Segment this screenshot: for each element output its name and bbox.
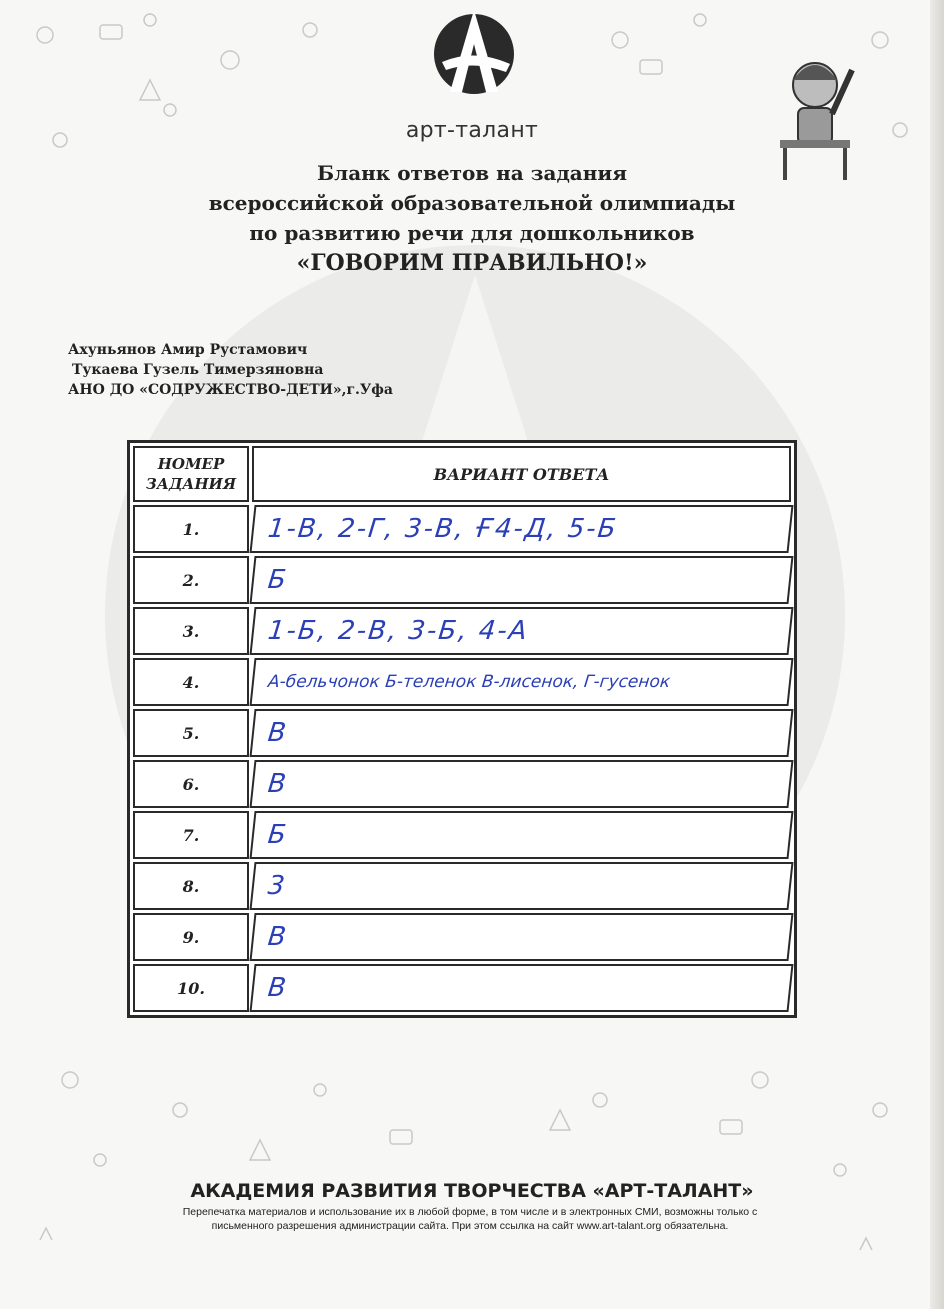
table-row bbox=[133, 964, 791, 1012]
footer-note bbox=[90, 1205, 850, 1233]
footer-note-line-2: письменного разрешения администрации сайта. При этом ссылка на сайт www.art-talant.org обязательна. bbox=[211, 1220, 729, 1232]
teacher-name: Тукаева Гузель Тимерзяновна bbox=[72, 362, 324, 378]
title-line-1: Бланк ответов на задания bbox=[317, 161, 627, 185]
answers-table bbox=[127, 440, 797, 1018]
authors-block bbox=[68, 340, 393, 400]
answer-cell: 1-В, 2-Г, 3-В, Ғ4-Д, 5-Б bbox=[249, 505, 793, 553]
answer-cell: А-бельчонок Б-теленок В-лисенок, Г-гусенок bbox=[249, 658, 793, 706]
table-row bbox=[133, 760, 791, 808]
student-name: Ахуньянов Амир Рустамович bbox=[68, 342, 308, 358]
task-number: 1. bbox=[133, 505, 249, 553]
task-number: 9. bbox=[133, 913, 249, 961]
task-number: 4. bbox=[133, 658, 249, 706]
answer-cell: 1-Б, 2-В, 3-Б, 4-А bbox=[249, 607, 793, 655]
title-block bbox=[0, 158, 944, 278]
brand-name: арт-талант bbox=[405, 118, 539, 143]
table-row bbox=[133, 811, 791, 859]
table-row bbox=[133, 505, 791, 553]
header-answer: ВАРИАНТ ОТВЕТА bbox=[252, 446, 791, 502]
table-row bbox=[133, 556, 791, 604]
answer-cell: В bbox=[249, 964, 793, 1012]
footer-title: АКАДЕМИЯ РАЗВИТИЯ ТВОРЧЕСТВА «АРТ-ТАЛАНТ» bbox=[190, 1180, 754, 1202]
header-number: НОМЕР ЗАДАНИЯ bbox=[133, 446, 249, 502]
task-number: 2. bbox=[133, 556, 249, 604]
answer-cell: В bbox=[249, 913, 793, 961]
task-number: 6. bbox=[133, 760, 249, 808]
task-number: 3. bbox=[133, 607, 249, 655]
task-number: 10. bbox=[133, 964, 249, 1012]
title-line-3: по развитию речи для дошкольников bbox=[249, 221, 695, 245]
answer-cell: В bbox=[249, 709, 793, 757]
task-number: 5. bbox=[133, 709, 249, 757]
answer-cell: Б bbox=[249, 811, 793, 859]
table-row bbox=[133, 862, 791, 910]
task-number: 8. bbox=[133, 862, 249, 910]
task-number: 7. bbox=[133, 811, 249, 859]
table-row bbox=[133, 913, 791, 961]
answer-cell: 3 bbox=[249, 862, 793, 910]
title-line-2: всероссийской образовательной олимпиады bbox=[208, 191, 736, 215]
table-header-row bbox=[133, 446, 791, 502]
answer-cell: Б bbox=[249, 556, 793, 604]
organization-name: АНО ДО «СОДРУЖЕСТВО-ДЕТИ»,г.Уфа bbox=[68, 382, 393, 398]
footer-note-line-1: Перепечатка материалов и использование их в любой форме, в том числе и в электронных СМИ, возможны только с bbox=[182, 1206, 758, 1218]
table-row bbox=[133, 709, 791, 757]
art-talant-logo-icon bbox=[428, 4, 520, 104]
answer-cell: В bbox=[249, 760, 793, 808]
title-line-4: «ГОВОРИМ ПРАВИЛЬНО!» bbox=[296, 250, 648, 276]
table-row bbox=[133, 607, 791, 655]
table-row bbox=[133, 658, 791, 706]
